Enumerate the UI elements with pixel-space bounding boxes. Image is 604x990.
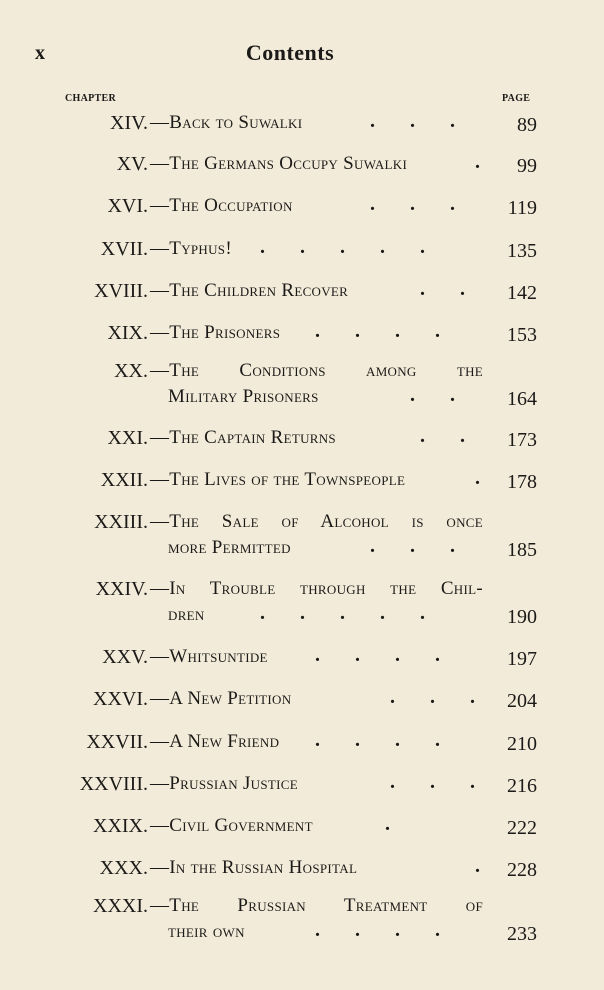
- page-number: 210: [507, 733, 537, 755]
- page-number: 228: [507, 859, 537, 881]
- chapter-title: —The Germans Occupy Suwalki: [150, 153, 408, 174]
- chapter-title: their own: [168, 921, 245, 942]
- page-number: 119: [507, 197, 537, 219]
- chapter-title: —In Trouble through the Chil-: [150, 578, 483, 599]
- toc-entry-line: [0, 857, 604, 885]
- chapter-title: —Civil Government: [150, 815, 313, 836]
- chapter-number: XVII.: [100, 238, 148, 260]
- page-number: 204: [507, 690, 537, 712]
- dot-leader: . . . .: [315, 919, 440, 941]
- toc-entry-line: [0, 815, 604, 843]
- dot-leader: . . .: [390, 771, 475, 793]
- chapter-number: XXII.: [100, 469, 148, 491]
- chapter-title: more Permitted: [168, 537, 291, 558]
- dot-leader: .: [475, 855, 480, 877]
- page-number: 197: [507, 648, 537, 670]
- page-title: Contents: [245, 40, 335, 65]
- toc-entry-line: [0, 153, 604, 181]
- page-number: 99: [517, 155, 537, 177]
- dot-leader: . . . . .: [260, 602, 425, 624]
- page-folio: x: [35, 42, 45, 64]
- chapter-number: XVIII.: [94, 280, 148, 302]
- chapter-number: XV.: [116, 153, 148, 175]
- toc-entry-line: [0, 112, 604, 140]
- chapter-title: dren: [168, 604, 205, 625]
- toc-entry-line: [0, 195, 604, 223]
- chapter-title: —Prussian Justice: [150, 773, 298, 794]
- chapter-number: XXVII.: [86, 731, 148, 753]
- toc-entry-line: [0, 537, 604, 565]
- chapter-number: XXIX.: [93, 815, 148, 837]
- chapter-number: XXVI.: [93, 688, 148, 710]
- page-number: 216: [507, 775, 537, 797]
- dot-leader: . . . .: [315, 729, 440, 751]
- toc-entry-line: [0, 604, 604, 632]
- toc-entry-line: [0, 921, 604, 949]
- chapter-title: —The Captain Returns: [150, 427, 336, 448]
- page-column-label: PAGE: [502, 93, 531, 104]
- page-number: 89: [517, 114, 537, 136]
- chapter-number: XXIV.: [95, 578, 148, 600]
- page-number: 190: [507, 606, 537, 628]
- page-number: 222: [507, 817, 537, 839]
- chapter-title: —Back to Suwalki: [150, 112, 303, 133]
- chapter-title: —The Prisoners: [150, 322, 281, 343]
- chapter-number: XXX.: [99, 857, 148, 879]
- chapter-title: —A New Friend: [150, 731, 280, 752]
- toc-entry-line: [0, 469, 604, 497]
- dot-leader: .: [475, 467, 480, 489]
- page-number: 164: [507, 388, 537, 410]
- toc-entry-line: [0, 773, 604, 801]
- chapter-title: —The Sale of Alcohol is once: [150, 511, 483, 532]
- toc-entry-line: [0, 646, 604, 674]
- chapter-number: XXXI.: [93, 895, 148, 917]
- chapter-number: XIX.: [107, 322, 148, 344]
- dot-leader: . .: [410, 384, 455, 406]
- chapter-number: XXVIII.: [79, 773, 148, 795]
- chapter-title: —In the Russian Hospital: [150, 857, 358, 878]
- chapter-title: —The Lives of the Townspeople: [150, 469, 406, 490]
- dot-leader: . . .: [370, 193, 455, 215]
- chapter-number: XXI.: [107, 427, 148, 449]
- page-number: 178: [507, 471, 537, 493]
- chapter-number: XXV.: [102, 646, 148, 668]
- toc-entry-line: [0, 386, 604, 414]
- page-number: 135: [507, 240, 537, 262]
- page-number: 142: [507, 282, 537, 304]
- toc-entry-line: [0, 688, 604, 716]
- chapter-title: —A New Petition: [150, 688, 292, 709]
- chapter-number: XIV.: [110, 112, 148, 134]
- chapter-number: XXIII.: [94, 511, 148, 533]
- toc-entry-line: [0, 280, 604, 308]
- toc-entry-line: [0, 427, 604, 455]
- chapter-title: —The Prussian Treatment of: [150, 895, 483, 916]
- chapter-column-label: CHAPTER: [65, 93, 116, 104]
- dot-leader: . . . .: [315, 644, 440, 666]
- chapter-title: —The Occupation: [150, 195, 293, 216]
- toc-entry-line: [0, 731, 604, 759]
- dot-leader: . . .: [370, 535, 455, 557]
- toc-entry-line: [0, 238, 604, 266]
- chapter-title: Military Prisoners: [168, 386, 319, 407]
- page-number: 173: [507, 429, 537, 451]
- page-number: 233: [507, 923, 537, 945]
- dot-leader: . . .: [370, 110, 455, 132]
- chapter-title: —The Children Recover: [150, 280, 349, 301]
- chapter-title: —The Conditions among the: [150, 360, 483, 381]
- chapter-title: —Whitsuntide: [150, 646, 268, 667]
- dot-leader: . . .: [390, 686, 475, 708]
- dot-leader: .: [385, 813, 390, 835]
- toc-entry-line: [0, 322, 604, 350]
- page-number: 185: [507, 539, 537, 561]
- dot-leader: . .: [420, 425, 465, 447]
- dot-leader: . . . . .: [260, 236, 425, 258]
- chapter-number: XX.: [114, 360, 148, 382]
- dot-leader: .: [475, 151, 480, 173]
- chapter-title: —Typhus!: [150, 238, 232, 259]
- dot-leader: . .: [420, 278, 465, 300]
- page-number: 153: [507, 324, 537, 346]
- chapter-number: XVI.: [107, 195, 148, 217]
- dot-leader: . . . .: [315, 320, 440, 342]
